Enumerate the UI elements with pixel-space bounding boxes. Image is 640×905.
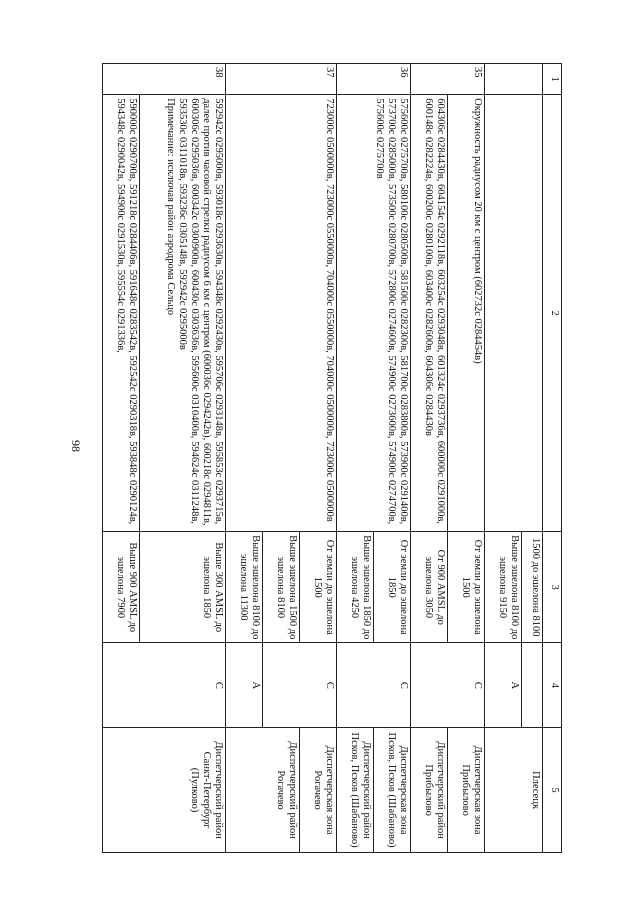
altitude-cell: От земли до эшелона 1500 (448, 532, 485, 643)
zone-cell: Диспетчерская зона Рогачево (300, 728, 337, 853)
coordinates-cell: 723000с 0500000в, 723000с 0550000в, 704000с 0550000в, 704000с 0500000в, 723000с 0500000в (226, 95, 337, 532)
altitude-cell: От земли до эшелона 1500 (300, 532, 337, 643)
altitude-cell: Выше эшелона 1500 до эшелона 8100 (263, 532, 300, 643)
page-number: 98 (69, 440, 83, 452)
zone-cell: Диспетчерский район Псков, Псков (Шабаново) (337, 728, 374, 853)
altitude-cell: Выше 900 AMSL до эшелона 7900 (103, 532, 140, 643)
table-row-36-a (374, 64, 411, 853)
row-number: 38 (103, 64, 226, 95)
altitude-cell: От 900 AMSL до эшелона 3050 (411, 532, 448, 643)
table-row-38-a (140, 64, 226, 853)
zone-cell: Диспетчерский район Рогачево (226, 728, 300, 853)
table-row-37-a (300, 64, 337, 853)
zone-cell: Плесецк (485, 728, 543, 853)
table-row-plesetsk-a (522, 64, 543, 853)
zone-cell: Диспетчерская зона Прибылово (448, 728, 485, 853)
header-col-2: 2 (543, 95, 562, 532)
altitude-cell: Выше 300 AMSL до эшелона 1850 (140, 532, 226, 643)
class-cell: С (411, 643, 485, 728)
coordinates-cell: 575600с 0275700в, 580100с 0280500в, 581500с 0282300в, 581700с 0283800в, 573900с 0291400в, 573700с 0285000в, 573500с 0280700в, 572800с 0274600в, 574900с 0273600в, 574900с 0274700в, 575600с 0275700в (337, 95, 411, 532)
class-cell: С (263, 643, 337, 728)
coordinates-text: 592942с 0295000в, 593018с 0293630в, 594348с 0292430в, 595706с 0293148в, 595853с 0293715в, далее против часовой стрелки радиусом 6 км с центром (600036с 0294242в), 600218с 0294811в, 600306с 0295036в, 600342с 0300900в, 600430с 0303636в, 595600с 0310400в, 594624с 0311248в, 593530с 0311018в, 593236с 0305148в, 592942с 0295000в (177, 98, 225, 526)
header-col-1: 1 (543, 64, 562, 95)
coordinates-cell: 604306с 0284430в, 604154с 0292118в, 603254с 0293048в, 601324с 0293736в, 600000с 0291000в, 600148с 0282224в, 600200с 0280100в, 603400с 0282600в, 604306с 0284430в (411, 95, 448, 532)
class-cell: С (337, 643, 411, 728)
zone-cell: Диспетчерский район Прибылово (411, 728, 448, 853)
zone-cell: Диспетчерская зона Псков, Псков (Шабаново) (374, 728, 411, 853)
class-cell: С (103, 643, 226, 728)
altitude-cell: От земли до эшелона 1850 (374, 532, 411, 643)
boundary-title: Окружность радиусом 20 км с центром (602732с 0284454в) (448, 95, 485, 532)
rotated-table-wrapper (102, 63, 562, 853)
header-col-4: 4 (543, 643, 562, 728)
altitude-cell: 1500 до эшелона 8100 (522, 532, 543, 643)
airspace-table (102, 63, 562, 853)
header-col-3: 3 (543, 532, 562, 643)
note-text: Примечание: исключая район аэродрома Сельцо (165, 98, 177, 316)
coordinates-cell: 590000с 0290700в, 591218с 0284406в, 591648с 0283542в, 592542с 0290318в, 593848с 0290124в, 594348с 0290042в, 594900с 0291530в, 595554с 0291336в, (103, 95, 140, 532)
altitude-cell: Выше эшелона 8100 до эшелона 11300 (226, 532, 263, 643)
row-number: 35 (411, 64, 485, 95)
row-number: 37 (226, 64, 337, 95)
coordinates-cell (140, 95, 226, 532)
class-cell: А (485, 643, 522, 728)
table-row-35-a (448, 64, 485, 853)
table-row-35-b (411, 64, 448, 853)
empty-cell (485, 64, 543, 95)
header-row (543, 64, 562, 853)
altitude-cell: Выше эшелона 1850 до эшелона 4250 (337, 532, 374, 643)
header-col-5: 5 (543, 728, 562, 853)
class-cell (522, 643, 543, 728)
altitude-cell: Выше эшелона 8100 до эшелона 9150 (485, 532, 522, 643)
row-number: 36 (337, 64, 411, 95)
empty-cell (485, 95, 543, 532)
class-cell: А (226, 643, 263, 728)
zone-cell: Диспетчерский район Санкт-Петербург (Пулково) (103, 728, 226, 853)
